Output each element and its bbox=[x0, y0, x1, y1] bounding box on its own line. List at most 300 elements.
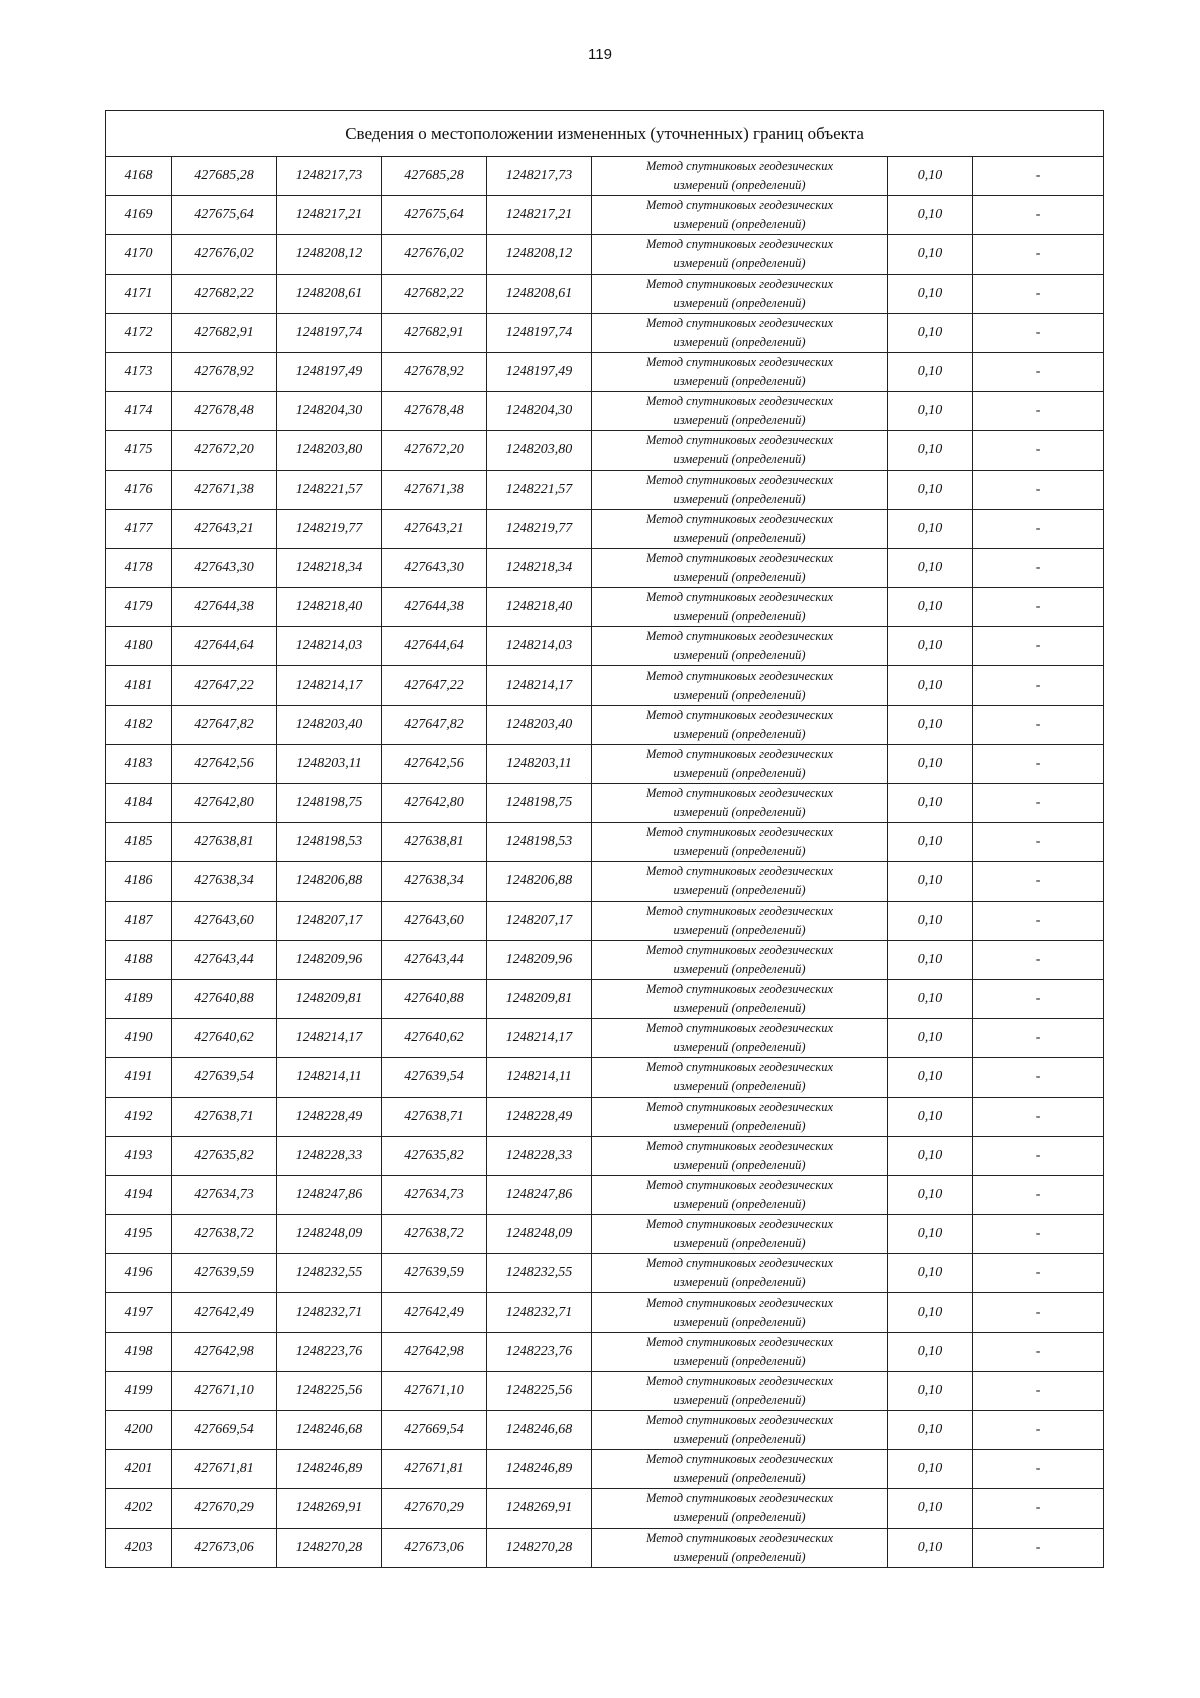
existing-y-cell: 1248206,88 bbox=[277, 862, 382, 901]
existing-x-cell: 427640,62 bbox=[172, 1019, 277, 1058]
method-line-1: Метод спутниковых геодезических bbox=[645, 237, 834, 252]
method-line-2: измерений (определений) bbox=[673, 1079, 806, 1094]
note-cell: - bbox=[973, 627, 1104, 666]
refined-x-cell: 427640,62 bbox=[382, 1019, 487, 1058]
existing-y-cell: 1248218,34 bbox=[277, 548, 382, 587]
refined-y-cell: 1248221,57 bbox=[487, 470, 592, 509]
refined-y-cell: 1248246,89 bbox=[487, 1450, 592, 1489]
accuracy-cell: 0,10 bbox=[888, 274, 973, 313]
refined-x-cell: 427669,54 bbox=[382, 1411, 487, 1450]
boundary-coordinates-table bbox=[105, 110, 1104, 1568]
refined-y-cell: 1248198,53 bbox=[487, 823, 592, 862]
method-line-2: измерений (определений) bbox=[673, 295, 806, 310]
existing-y-cell: 1248197,49 bbox=[277, 352, 382, 391]
point-number-cell: 4173 bbox=[106, 352, 172, 391]
method-line-1: Метод спутниковых геодезических bbox=[645, 825, 834, 840]
existing-x-cell: 427635,82 bbox=[172, 1136, 277, 1175]
point-number-cell: 4174 bbox=[106, 392, 172, 431]
note-cell: - bbox=[973, 862, 1104, 901]
point-number-cell: 4189 bbox=[106, 979, 172, 1018]
method-line-2: измерений (определений) bbox=[673, 1040, 806, 1055]
method-line-1: Метод спутниковых геодезических bbox=[645, 1099, 834, 1114]
refined-x-cell: 427638,71 bbox=[382, 1097, 487, 1136]
method-line-2: измерений (определений) bbox=[673, 1432, 806, 1447]
method-line-2: измерений (определений) bbox=[673, 178, 806, 193]
method-line-1: Метод спутниковых геодезических bbox=[645, 159, 834, 174]
existing-y-cell: 1248209,96 bbox=[277, 940, 382, 979]
method-cell bbox=[592, 666, 888, 705]
refined-x-cell: 427676,02 bbox=[382, 235, 487, 274]
existing-x-cell: 427673,06 bbox=[172, 1528, 277, 1567]
existing-y-cell: 1248246,68 bbox=[277, 1411, 382, 1450]
refined-x-cell: 427678,48 bbox=[382, 392, 487, 431]
refined-y-cell: 1248223,76 bbox=[487, 1332, 592, 1371]
note-cell: - bbox=[973, 1097, 1104, 1136]
note-cell: - bbox=[973, 1175, 1104, 1214]
refined-y-cell: 1248203,40 bbox=[487, 705, 592, 744]
existing-x-cell: 427643,60 bbox=[172, 901, 277, 940]
existing-y-cell: 1248214,11 bbox=[277, 1058, 382, 1097]
accuracy-cell: 0,10 bbox=[888, 235, 973, 274]
method-cell bbox=[592, 548, 888, 587]
note-cell: - bbox=[973, 1058, 1104, 1097]
point-number-cell: 4201 bbox=[106, 1450, 172, 1489]
accuracy-cell: 0,10 bbox=[888, 1332, 973, 1371]
method-line-1: Метод спутниковых геодезических bbox=[645, 355, 834, 370]
note-cell: - bbox=[973, 901, 1104, 940]
existing-y-cell: 1248221,57 bbox=[277, 470, 382, 509]
method-line-1: Метод спутниковых геодезических bbox=[645, 942, 834, 957]
method-line-1: Метод спутниковых геодезических bbox=[645, 1295, 834, 1310]
point-number-cell: 4198 bbox=[106, 1332, 172, 1371]
table-row bbox=[106, 1136, 1104, 1175]
note-cell: - bbox=[973, 1293, 1104, 1332]
table-row bbox=[106, 196, 1104, 235]
note-cell: - bbox=[973, 1215, 1104, 1254]
method-line-1: Метод спутниковых геодезических bbox=[645, 394, 834, 409]
refined-x-cell: 427638,34 bbox=[382, 862, 487, 901]
existing-x-cell: 427638,72 bbox=[172, 1215, 277, 1254]
note-cell: - bbox=[973, 940, 1104, 979]
table-row bbox=[106, 588, 1104, 627]
method-line-2: измерений (определений) bbox=[673, 1549, 806, 1564]
table-row bbox=[106, 1489, 1104, 1528]
accuracy-cell: 0,10 bbox=[888, 705, 973, 744]
method-cell bbox=[592, 1254, 888, 1293]
point-number-cell: 4171 bbox=[106, 274, 172, 313]
existing-y-cell: 1248214,03 bbox=[277, 627, 382, 666]
method-line-2: измерений (определений) bbox=[673, 491, 806, 506]
boundary-table-container bbox=[105, 110, 1103, 1568]
method-cell bbox=[592, 1411, 888, 1450]
existing-x-cell: 427643,44 bbox=[172, 940, 277, 979]
refined-y-cell: 1248248,09 bbox=[487, 1215, 592, 1254]
method-line-2: измерений (определений) bbox=[673, 805, 806, 820]
accuracy-cell: 0,10 bbox=[888, 470, 973, 509]
point-number-cell: 4185 bbox=[106, 823, 172, 862]
table-row bbox=[106, 392, 1104, 431]
existing-y-cell: 1248207,17 bbox=[277, 901, 382, 940]
method-line-2: измерений (определений) bbox=[673, 844, 806, 859]
existing-y-cell: 1248198,53 bbox=[277, 823, 382, 862]
accuracy-cell: 0,10 bbox=[888, 392, 973, 431]
refined-x-cell: 427642,56 bbox=[382, 744, 487, 783]
note-cell: - bbox=[973, 823, 1104, 862]
existing-x-cell: 427682,91 bbox=[172, 313, 277, 352]
accuracy-cell: 0,10 bbox=[888, 196, 973, 235]
existing-y-cell: 1248214,17 bbox=[277, 666, 382, 705]
accuracy-cell: 0,10 bbox=[888, 1371, 973, 1410]
note-cell: - bbox=[973, 235, 1104, 274]
refined-x-cell: 427671,10 bbox=[382, 1371, 487, 1410]
method-cell bbox=[592, 784, 888, 823]
table-row bbox=[106, 1371, 1104, 1410]
method-line-2: измерений (определений) bbox=[673, 217, 806, 232]
method-cell bbox=[592, 588, 888, 627]
method-cell bbox=[592, 196, 888, 235]
accuracy-cell: 0,10 bbox=[888, 1097, 973, 1136]
method-line-2: измерений (определений) bbox=[673, 1236, 806, 1251]
existing-y-cell: 1248214,17 bbox=[277, 1019, 382, 1058]
method-line-2: измерений (определений) bbox=[673, 1157, 806, 1172]
point-number-cell: 4183 bbox=[106, 744, 172, 783]
existing-x-cell: 427643,21 bbox=[172, 509, 277, 548]
method-line-2: измерений (определений) bbox=[673, 334, 806, 349]
refined-x-cell: 427675,64 bbox=[382, 196, 487, 235]
point-number-cell: 4181 bbox=[106, 666, 172, 705]
note-cell: - bbox=[973, 666, 1104, 705]
method-line-1: Метод спутниковых геодезических bbox=[645, 982, 834, 997]
method-line-1: Метод спутниковых геодезических bbox=[645, 1452, 834, 1467]
method-line-2: измерений (определений) bbox=[673, 1314, 806, 1329]
existing-y-cell: 1248198,75 bbox=[277, 784, 382, 823]
refined-x-cell: 427639,54 bbox=[382, 1058, 487, 1097]
method-line-1: Метод спутниковых геодезических bbox=[645, 1334, 834, 1349]
point-number-cell: 4168 bbox=[106, 157, 172, 196]
accuracy-cell: 0,10 bbox=[888, 627, 973, 666]
refined-y-cell: 1248214,17 bbox=[487, 666, 592, 705]
table-row bbox=[106, 1293, 1104, 1332]
refined-y-cell: 1248270,28 bbox=[487, 1528, 592, 1567]
method-cell bbox=[592, 313, 888, 352]
point-number-cell: 4191 bbox=[106, 1058, 172, 1097]
refined-y-cell: 1248197,49 bbox=[487, 352, 592, 391]
refined-x-cell: 427638,81 bbox=[382, 823, 487, 862]
accuracy-cell: 0,10 bbox=[888, 901, 973, 940]
table-row bbox=[106, 862, 1104, 901]
accuracy-cell: 0,10 bbox=[888, 1489, 973, 1528]
point-number-cell: 4202 bbox=[106, 1489, 172, 1528]
table-row bbox=[106, 313, 1104, 352]
note-cell: - bbox=[973, 1411, 1104, 1450]
existing-x-cell: 427678,92 bbox=[172, 352, 277, 391]
table-row bbox=[106, 1019, 1104, 1058]
point-number-cell: 4203 bbox=[106, 1528, 172, 1567]
refined-x-cell: 427644,64 bbox=[382, 627, 487, 666]
method-line-1: Метод спутниковых геодезических bbox=[645, 472, 834, 487]
method-line-2: измерений (определений) bbox=[673, 609, 806, 624]
existing-x-cell: 427638,71 bbox=[172, 1097, 277, 1136]
existing-x-cell: 427676,02 bbox=[172, 235, 277, 274]
note-cell: - bbox=[973, 352, 1104, 391]
method-cell bbox=[592, 1371, 888, 1410]
refined-y-cell: 1248203,11 bbox=[487, 744, 592, 783]
method-cell bbox=[592, 1058, 888, 1097]
table-row bbox=[106, 1097, 1104, 1136]
method-cell bbox=[592, 1332, 888, 1371]
refined-y-cell: 1248228,49 bbox=[487, 1097, 592, 1136]
method-cell bbox=[592, 352, 888, 391]
refined-x-cell: 427642,49 bbox=[382, 1293, 487, 1332]
existing-y-cell: 1248248,09 bbox=[277, 1215, 382, 1254]
existing-x-cell: 427678,48 bbox=[172, 392, 277, 431]
point-number-cell: 4193 bbox=[106, 1136, 172, 1175]
method-line-2: измерений (определений) bbox=[673, 452, 806, 467]
table-title: Сведения о местоположении измененных (уточненных) границ объекта bbox=[106, 111, 1104, 157]
refined-y-cell: 1248219,77 bbox=[487, 509, 592, 548]
method-line-1: Метод спутниковых геодезических bbox=[645, 1373, 834, 1388]
note-cell: - bbox=[973, 313, 1104, 352]
note-cell: - bbox=[973, 784, 1104, 823]
method-cell bbox=[592, 627, 888, 666]
point-number-cell: 4188 bbox=[106, 940, 172, 979]
method-line-2: измерений (определений) bbox=[673, 922, 806, 937]
existing-x-cell: 427647,82 bbox=[172, 705, 277, 744]
note-cell: - bbox=[973, 157, 1104, 196]
method-cell bbox=[592, 431, 888, 470]
existing-x-cell: 427634,73 bbox=[172, 1175, 277, 1214]
existing-x-cell: 427640,88 bbox=[172, 979, 277, 1018]
point-number-cell: 4175 bbox=[106, 431, 172, 470]
refined-y-cell: 1248209,81 bbox=[487, 979, 592, 1018]
table-row bbox=[106, 979, 1104, 1018]
method-cell bbox=[592, 1215, 888, 1254]
page-number: 119 bbox=[588, 46, 612, 63]
table-row bbox=[106, 1254, 1104, 1293]
point-number-cell: 4176 bbox=[106, 470, 172, 509]
method-cell bbox=[592, 744, 888, 783]
accuracy-cell: 0,10 bbox=[888, 823, 973, 862]
table-row bbox=[106, 352, 1104, 391]
existing-y-cell: 1248197,74 bbox=[277, 313, 382, 352]
method-line-1: Метод спутниковых геодезических bbox=[645, 1060, 834, 1075]
refined-x-cell: 427642,98 bbox=[382, 1332, 487, 1371]
method-cell bbox=[592, 901, 888, 940]
method-line-1: Метод спутниковых геодезических bbox=[645, 629, 834, 644]
existing-y-cell: 1248223,76 bbox=[277, 1332, 382, 1371]
existing-x-cell: 427669,54 bbox=[172, 1411, 277, 1450]
accuracy-cell: 0,10 bbox=[888, 744, 973, 783]
accuracy-cell: 0,10 bbox=[888, 157, 973, 196]
accuracy-cell: 0,10 bbox=[888, 1528, 973, 1567]
method-cell bbox=[592, 157, 888, 196]
point-number-cell: 4199 bbox=[106, 1371, 172, 1410]
existing-y-cell: 1248270,28 bbox=[277, 1528, 382, 1567]
existing-y-cell: 1248232,71 bbox=[277, 1293, 382, 1332]
note-cell: - bbox=[973, 705, 1104, 744]
method-cell bbox=[592, 392, 888, 431]
table-row bbox=[106, 157, 1104, 196]
method-cell bbox=[592, 1293, 888, 1332]
refined-x-cell: 427643,60 bbox=[382, 901, 487, 940]
existing-y-cell: 1248203,40 bbox=[277, 705, 382, 744]
accuracy-cell: 0,10 bbox=[888, 548, 973, 587]
refined-y-cell: 1248232,55 bbox=[487, 1254, 592, 1293]
refined-y-cell: 1248208,12 bbox=[487, 235, 592, 274]
table-row bbox=[106, 509, 1104, 548]
existing-x-cell: 427642,98 bbox=[172, 1332, 277, 1371]
accuracy-cell: 0,10 bbox=[888, 666, 973, 705]
refined-y-cell: 1248217,21 bbox=[487, 196, 592, 235]
existing-x-cell: 427642,80 bbox=[172, 784, 277, 823]
note-cell: - bbox=[973, 470, 1104, 509]
method-line-2: измерений (определений) bbox=[673, 726, 806, 741]
existing-y-cell: 1248228,33 bbox=[277, 1136, 382, 1175]
method-line-2: измерений (определений) bbox=[673, 569, 806, 584]
note-cell: - bbox=[973, 274, 1104, 313]
method-line-1: Метод спутниковых геодезических bbox=[645, 1177, 834, 1192]
method-cell bbox=[592, 979, 888, 1018]
method-line-1: Метод спутниковых геодезических bbox=[645, 433, 834, 448]
table-row bbox=[106, 1332, 1104, 1371]
method-line-2: измерений (определений) bbox=[673, 1118, 806, 1133]
method-cell bbox=[592, 862, 888, 901]
method-line-1: Метод спутниковых геодезических bbox=[645, 511, 834, 526]
method-line-2: измерений (определений) bbox=[673, 883, 806, 898]
method-line-1: Метод спутниковых геодезических bbox=[645, 864, 834, 879]
refined-x-cell: 427682,91 bbox=[382, 313, 487, 352]
note-cell: - bbox=[973, 1371, 1104, 1410]
existing-y-cell: 1248219,77 bbox=[277, 509, 382, 548]
note-cell: - bbox=[973, 744, 1104, 783]
refined-x-cell: 427647,82 bbox=[382, 705, 487, 744]
refined-x-cell: 427678,92 bbox=[382, 352, 487, 391]
table-row bbox=[106, 1058, 1104, 1097]
refined-y-cell: 1248225,56 bbox=[487, 1371, 592, 1410]
refined-x-cell: 427643,44 bbox=[382, 940, 487, 979]
method-line-1: Метод спутниковых геодезических bbox=[645, 1217, 834, 1232]
accuracy-cell: 0,10 bbox=[888, 1175, 973, 1214]
method-line-1: Метод спутниковых геодезических bbox=[645, 276, 834, 291]
point-number-cell: 4184 bbox=[106, 784, 172, 823]
note-cell: - bbox=[973, 1489, 1104, 1528]
table-row bbox=[106, 940, 1104, 979]
refined-x-cell: 427647,22 bbox=[382, 666, 487, 705]
existing-x-cell: 427670,29 bbox=[172, 1489, 277, 1528]
refined-y-cell: 1248218,40 bbox=[487, 588, 592, 627]
method-line-1: Метод спутниковых геодезических bbox=[645, 786, 834, 801]
existing-x-cell: 427675,64 bbox=[172, 196, 277, 235]
refined-y-cell: 1248214,03 bbox=[487, 627, 592, 666]
table-row bbox=[106, 431, 1104, 470]
refined-y-cell: 1248228,33 bbox=[487, 1136, 592, 1175]
refined-x-cell: 427642,80 bbox=[382, 784, 487, 823]
method-cell bbox=[592, 274, 888, 313]
existing-y-cell: 1248209,81 bbox=[277, 979, 382, 1018]
refined-y-cell: 1248269,91 bbox=[487, 1489, 592, 1528]
note-cell: - bbox=[973, 1136, 1104, 1175]
table-row bbox=[106, 235, 1104, 274]
table-row bbox=[106, 744, 1104, 783]
point-number-cell: 4186 bbox=[106, 862, 172, 901]
point-number-cell: 4190 bbox=[106, 1019, 172, 1058]
table-row bbox=[106, 470, 1104, 509]
accuracy-cell: 0,10 bbox=[888, 1215, 973, 1254]
method-cell bbox=[592, 1450, 888, 1489]
refined-x-cell: 427638,72 bbox=[382, 1215, 487, 1254]
existing-y-cell: 1248246,89 bbox=[277, 1450, 382, 1489]
refined-y-cell: 1248246,68 bbox=[487, 1411, 592, 1450]
method-line-2: измерений (определений) bbox=[673, 1275, 806, 1290]
refined-y-cell: 1248247,86 bbox=[487, 1175, 592, 1214]
existing-y-cell: 1248217,21 bbox=[277, 196, 382, 235]
refined-x-cell: 427670,29 bbox=[382, 1489, 487, 1528]
existing-x-cell: 427682,22 bbox=[172, 274, 277, 313]
refined-x-cell: 427682,22 bbox=[382, 274, 487, 313]
refined-y-cell: 1248217,73 bbox=[487, 157, 592, 196]
method-line-2: измерений (определений) bbox=[673, 765, 806, 780]
note-cell: - bbox=[973, 1019, 1104, 1058]
accuracy-cell: 0,10 bbox=[888, 940, 973, 979]
accuracy-cell: 0,10 bbox=[888, 352, 973, 391]
refined-x-cell: 427672,20 bbox=[382, 431, 487, 470]
refined-x-cell: 427634,73 bbox=[382, 1175, 487, 1214]
method-line-1: Метод спутниковых геодезических bbox=[645, 315, 834, 330]
existing-y-cell: 1248203,11 bbox=[277, 744, 382, 783]
method-line-2: измерений (определений) bbox=[673, 1471, 806, 1486]
method-line-2: измерений (определений) bbox=[673, 687, 806, 702]
refined-y-cell: 1248207,17 bbox=[487, 901, 592, 940]
refined-x-cell: 427635,82 bbox=[382, 1136, 487, 1175]
method-line-1: Метод спутниковых геодезических bbox=[645, 903, 834, 918]
note-cell: - bbox=[973, 588, 1104, 627]
table-body bbox=[106, 157, 1104, 1568]
accuracy-cell: 0,10 bbox=[888, 1136, 973, 1175]
existing-x-cell: 427642,49 bbox=[172, 1293, 277, 1332]
existing-y-cell: 1248217,73 bbox=[277, 157, 382, 196]
accuracy-cell: 0,10 bbox=[888, 1058, 973, 1097]
refined-y-cell: 1248204,30 bbox=[487, 392, 592, 431]
point-number-cell: 4194 bbox=[106, 1175, 172, 1214]
accuracy-cell: 0,10 bbox=[888, 1411, 973, 1450]
table-row bbox=[106, 1411, 1104, 1450]
accuracy-cell: 0,10 bbox=[888, 313, 973, 352]
refined-y-cell: 1248232,71 bbox=[487, 1293, 592, 1332]
refined-y-cell: 1248214,17 bbox=[487, 1019, 592, 1058]
note-cell: - bbox=[973, 1528, 1104, 1567]
method-cell bbox=[592, 1175, 888, 1214]
point-number-cell: 4169 bbox=[106, 196, 172, 235]
point-number-cell: 4195 bbox=[106, 1215, 172, 1254]
note-cell: - bbox=[973, 548, 1104, 587]
method-line-2: измерений (определений) bbox=[673, 374, 806, 389]
table-row bbox=[106, 784, 1104, 823]
existing-y-cell: 1248203,80 bbox=[277, 431, 382, 470]
refined-x-cell: 427644,38 bbox=[382, 588, 487, 627]
method-line-2: измерений (определений) bbox=[673, 1392, 806, 1407]
existing-x-cell: 427685,28 bbox=[172, 157, 277, 196]
method-line-1: Метод спутниковых геодезических bbox=[645, 668, 834, 683]
point-number-cell: 4200 bbox=[106, 1411, 172, 1450]
table-row bbox=[106, 705, 1104, 744]
table-row bbox=[106, 274, 1104, 313]
method-line-1: Метод спутниковых геодезических bbox=[645, 746, 834, 761]
existing-y-cell: 1248247,86 bbox=[277, 1175, 382, 1214]
point-number-cell: 4187 bbox=[106, 901, 172, 940]
existing-x-cell: 427638,81 bbox=[172, 823, 277, 862]
refined-x-cell: 427643,21 bbox=[382, 509, 487, 548]
point-number-cell: 4177 bbox=[106, 509, 172, 548]
